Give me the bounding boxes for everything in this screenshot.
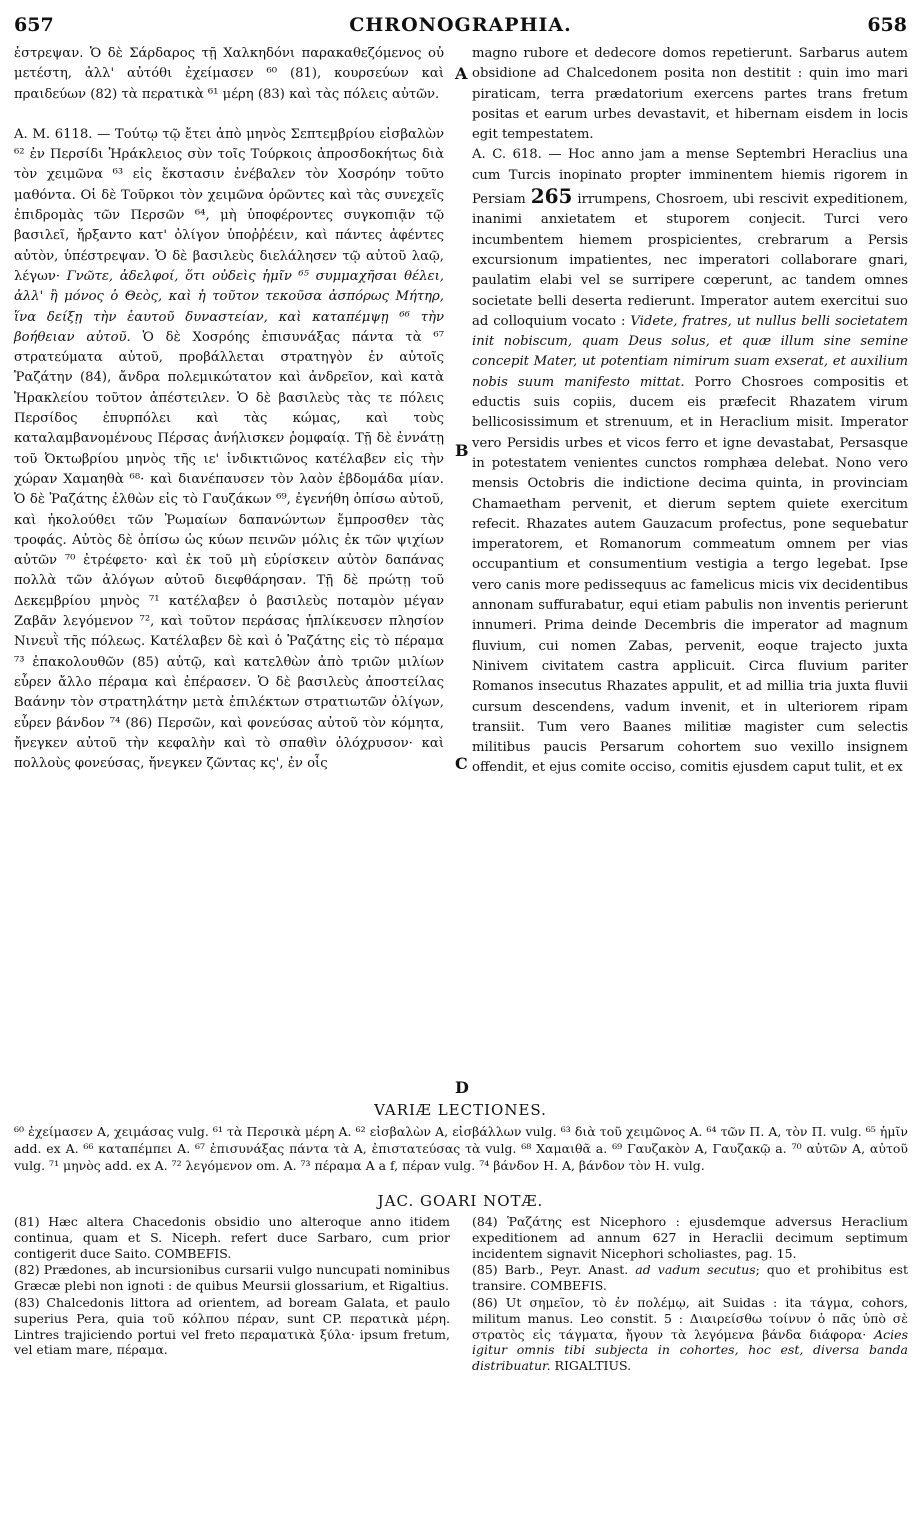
variae-title: VARIÆ LECTIONES.: [374, 1101, 547, 1119]
margin-letter-a: A: [455, 64, 468, 83]
note-86: [472, 1295, 908, 1374]
latin-text-end: Porro Chosroes compositis et eductis suis copiis, ducem eis præfecit Rhazatem virum bellicosissimum et strenuum, et in Heraclium misit. Imperator vero Persidis urbes et vicos ferro et igne devastabat, Persasque in potestatem venientes cunctos romphæa delebat. Nono vero mensis Octobris die indictione decima quinta, in provinciam Chamaetham pervenit, et dierum septem quiete exercitum refecit. Rhazates autem Gauzacum profectus, pone sequebatur imperatorem, et Romanorum commeatum omnem per vias occupantium et consumentium vestigia a tergo legebat. Ipse vero canis more pedissequus ac famelicus micis vix decidentibus annonam suffurabatur, equi etiam pabulis non inventis perierunt innumeri. Prima deinde Decembris die imperator ad magnum fluvium, cui nomen Zabas, pervenit, eoque trajecto juxta Ninivem civitatem castra applicuit. Circa fluvium pariter Romanos insecutus Rhazates appulit, et ad millia tria juxta fluvii cursum descendens, vadum invenit, et in ulteriorem ripam transiit. Tum vero Baanes militiæ magister cum selectis militibus paucis Persarum cohortem suo vexillo insignem offendit, et ejus comite occiso, comitis ejusdem caput tulit, et ex: [472, 374, 908, 776]
page-header: [0, 0, 921, 34]
greek-paragraph-2: [14, 125, 444, 775]
latin-paragraph-1: magno rubore et dedecore domos repetierunt. Sarbarus autem obsidione ad Chalcedonem posita non destitit : quin imo mari piraticam, terra prædatorium exercens partes trans fretum positas et earum urbes devastavit, et hibernam eisdem in locis egit tempestatem.: [472, 46, 908, 143]
margin-page-number: 265: [530, 184, 573, 209]
greek-speech: Γνῶτε, ἀδελφοί, ὅτι οὐδεὶς ἡμῖν ⁶⁵ συμμαχῆσαι θέλει, ἀλλ' ἢ μόνος ὁ Θεὸς, καὶ ἡ τοῦτον τεκοῦσα ἀσπόρως Μήτηρ, ἵνα δείξῃ τὴν ἑαυτοῦ δυναστείαν, καὶ καταπέμψῃ ⁶⁶ τὴν βοήθειαν αὐτοῦ.: [14, 268, 444, 345]
note-83: (83) Chalcedonis littora ad orientem, ad boream Galata, et paulo superius Pera, quia τοῦ κόλπου πέραν, sunt CP. περατικὰ μέρη. Lintres trajiciendo portui vel freto περαματικὰ ξύλα· ipsum fretum, vel etiam mare, πέραμα.: [14, 1294, 450, 1358]
notes-left-column: [14, 1214, 450, 1359]
note-85: [472, 1262, 908, 1294]
note-86-text: (86) Ut σημεῖον, τὸ ἐν πολέμῳ, ait Suidas : ita τάγμα, cohors, militum manus. Leo constit. 5 : Διαιρείσθω τοίνυν ὁ πᾶς ὑπὸ σὲ στρατὸς εἰς τάγματα, ἤγουν τὰ λεγόμενα βάνδα διάφορα·: [472, 1294, 908, 1342]
page-number-left: 657: [14, 14, 54, 36]
greek-text-cont: Ὁ δὲ Χοσρόης ἐπισυνάξας πάντα τὰ ⁶⁷ στρατεύματα αὐτοῦ, προβάλλεται στρατηγὸν ἐν αὐτοῖς Ῥαζάτην (84), ἄνδρα πολεμικώτατον καὶ ἀνδρεῖον, καὶ κατὰ Ἡρακλείου τοῦτον ἀπέστειλεν. Ὁ δὲ βασιλεὺς τὰς τε πόλεις Περσίδος ἐπυρπόλει καὶ τὰς κώμας, καὶ τοὺς καταλαμβανομένους Πέρσας ἀνήλισκεν ῥομφαίᾳ. Τῇ δὲ ἐννάτῃ τοῦ Ὀκτωβρίου μηνὸς τῆς ιε' ἰνδικτιῶνος κατέλαβεν εἰς τὴν χώραν Χαμαηθὰ ⁶⁸· καὶ διανέπαυσεν τὸν λαὸν ἑβδομάδα μίαν. Ὁ δὲ Ῥαζάτης ἐλθὼν εἰς τὸ Γαυζάκων ⁶⁹, ἐγενήθη ὀπίσω αὐτοῦ, καὶ ἠκολούθει τῶν Ῥωμαίων δαπανώντων ἔμπροσθεν τὰς τροφάς. Αὐτὸς δὲ ὀπίσω ὡς κύων πεινῶν μόλις ἐκ τῶν ψιχίων αὐτῶν ⁷⁰ ἐτρέφετο· καὶ ἐκ τοῦ μὴ εὑρίσκειν αὐτὸν δαπάνας πολλὰ τῶν ἀλόγων αὐτοῦ διεφθάρησαν. Τῇ δὲ πρώτῃ τοῦ Δεκεμβρίου μηνὸς ⁷¹ κατέλαβεν ὁ βασιλεὺς ποταμὸν μέγαν Ζαβᾶν λεγόμενον ⁷², καὶ τοῦτον περάσας ἠπλίκευσεν πλησίον Νινευῒ τῆς πόλεως. Κατέλαβεν δὲ καὶ ὁ Ῥαζάτης εἰς τὸ πέραμα ⁷³ ἐπακολουθῶν (85) αὐτῷ, καὶ κατελθὼν ἀπὸ τριῶν μιλίων εὗρεν ἄλλο πέραμα καὶ ἐπέρασεν. Ὁ δὲ βασιλεὺς ἀποστείλας Βαάνην τὸν στρατηλάτην μετὰ ἐπιλέκτων στρατιωτῶν ὀλίγων, εὗρεν βάνδον ⁷⁴ (86) Περσῶν, καὶ φονεύσας αὐτοῦ τὸν κόμητα, ἤνεγκεν αὐτοῦ τὴν κεφαλὴν καὶ τὸ σπαθὶν ὁλόχρυσον· καὶ πολλοὺς φονεύσας, ἤνεγκεν ζῶντας κς', ἐν οἷς: [14, 329, 444, 772]
notes-title: JAC. GOARI NOTÆ.: [377, 1192, 544, 1210]
margin-letter-b: B: [455, 441, 469, 460]
margin-letter-d: D: [455, 1078, 469, 1097]
note-81: (81) Hæc altera Chacedonis obsidio uno alteroque anno itidem continua, quam et S. Niceph. refert duce Sarbaro, cum prior contigerit duce Saito. COMBEFIS.: [14, 1214, 450, 1261]
note-86-italic: Acies igitur omnis tibi subjecta in cohortes, hoc est, diversa banda distribuatur.: [472, 1326, 908, 1374]
note-82: (82) Prædones, ab incursionibus cursarii vulgo nuncupati nominibus Græcæ plebi non ignoti : de quibus Meursii glossarium, et Rigaltius.: [14, 1262, 450, 1294]
variae-lectiones: ⁶⁰ ἐχείμασεν A, χειμάσας vulg. ⁶¹ τὰ Περσικὰ μέρη A. ⁶² εἰσβαλὼν A, εἰσβάλλων vulg. ⁶³ διὰ τοῦ χειμῶνος A. ⁶⁴ τῶν Π. A, τὸν Π. vulg. ⁶⁵ ἡμῖν add. ex A. ⁶⁶ καταπέμπει A. ⁶⁷ ἐπισυνάξας πάντα τὰ A, ἐπιστατεύσας τὰ vulg. ⁶⁸ Χαμαιθᾶ a. ⁶⁹ Γαυζακὸν A, Γαυζακῷ a. ⁷⁰ αὐτῶν A, αὐτοῦ vulg. ⁷¹ μηνὸς add. ex A. ⁷² λεγόμενον om. A. ⁷³ πέραμα A a f, πέραν vulg. ⁷⁴ βάνδον H. A, βάνδον τὸν H. vulg.: [14, 1124, 908, 1173]
greek-paragraph-1: ἐστρεψαν. Ὁ δὲ Σάρδαρος τῇ Χαλκηδόνι παρακαθεζόμενος οὐ μετέστη, ἀλλ' αὐτόθι ἐχείμασεν ⁶⁰ (81), κουρσεύων καὶ πραιδεύων (82) τὰ περατικὰ ⁶¹ μέρη (83) καὶ τὰς πόλεις αὐτῶν.: [14, 46, 444, 102]
page-number-right: 658: [867, 14, 907, 36]
note-86-end: RIGALTIUS.: [550, 1358, 632, 1374]
note-85-italic: ad vadum secutus: [635, 1262, 756, 1278]
latin-paragraph-2: [472, 145, 908, 778]
notes-right-column: [472, 1214, 908, 1375]
margin-letter-c: C: [455, 754, 468, 773]
note-85-end: ; quo et prohibitus est transire. COMBEFIS.: [472, 1262, 908, 1294]
latin-column: [472, 44, 908, 779]
latin-speech: Videte, fratres, ut nullus belli societatem init nobiscum, quam Deus solus, et quæ illum sine semine concepit Mater, ut potentiam nimirum suam exserat, et auxilium nobis suum manifesto mittat.: [472, 313, 908, 390]
latin-text: A. C. 618. — Hoc anno jam a mense Septembri Heraclius una cum Turcis inopinato propter imminentem hiemis rigorem in Persiam: [472, 147, 908, 208]
running-title: CHRONOGRAPHIA.: [349, 14, 572, 36]
greek-column: [14, 44, 444, 774]
greek-text: A. M. 6118. — Τούτῳ τῷ ἔτει ἀπὸ μηνὸς Σεπτεμβρίου εἰσβαλὼν ⁶² ἐν Περσίδι Ἡράκλειος σὺν τοῖς Τούρκοις ἀπροσδοκήτως διὰ τὸν χειμῶνα ⁶³ εἰς ἔκστασιν ἐνέβαλεν τὸν Χοσρόην τοῦτο μαθόντα. Οἱ δὲ Τοῦρκοι τὸν χειμῶνα ὁρῶντες καὶ τὰς συνεχεῖς ἐπιδρομὰς τῶν Περσῶν ⁶⁴, μὴ ὑποφέροντες συγκοπιᾷν τῷ βασιλεῖ, ἤρξαντο κατ' ὀλίγον ὑποῤῥέειν, καὶ πάντες ἀφέντες αὐτὸν, ὑπέστρεψαν. Ὁ δὲ βασιλεὺς διελάλησεν τῷ αὐτοῦ λαῷ, λέγων·: [14, 126, 444, 284]
note-85-text: (85) Barb., Peyr. Anast.: [472, 1262, 636, 1278]
note-84: (84) Ῥαζάτης est Nicephoro : ejusdemque adversus Heraclium expeditionem ad annum 627 in Heraclii decimum septimum incidentem signavit Nicephori scholiastes, pag. 15.: [472, 1214, 908, 1261]
latin-text-cont: irrumpens, Chosroem, ubi rescivit expeditionem, inanimi anxietatem et stuporem conjecit. Turci vero incumbentem hiemem prospicientes, crebrarum a Persis excursionum impatientes, nec imperatori collaborare gnari, paulatim elabi vel se surripere cœperunt, ac tandem omnes societate belli deserta redierunt. Imperator autem exercitui suo ad colloquium vocato :: [472, 192, 908, 329]
